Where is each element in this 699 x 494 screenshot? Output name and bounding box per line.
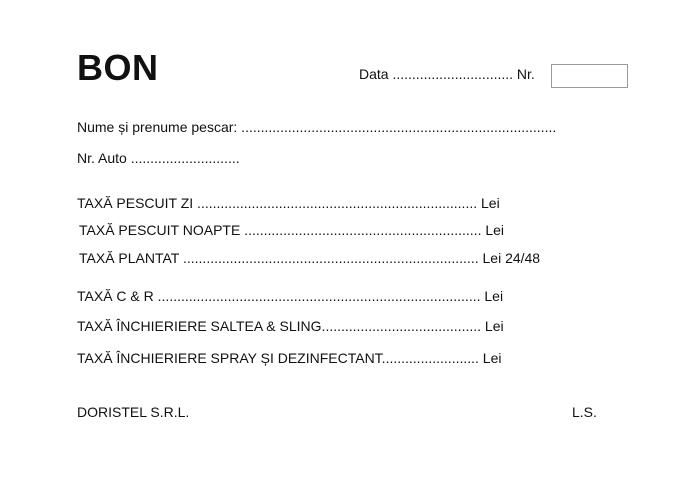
fee-mat-sling-rental: TAXĂ ÎNCHIERIERE SALTEA & SLING......................................... Lei — [77, 318, 504, 334]
seal-label: L.S. — [572, 404, 597, 420]
company-name: DORISTEL S.R.L. — [77, 404, 190, 420]
document-title: BON — [77, 47, 159, 88]
fee-planting: TAXĂ PLANTAT ............................................................................ Lei 24/48 — [79, 250, 541, 266]
nr-box[interactable] — [551, 64, 628, 88]
fee-day-fishing: TAXĂ PESCUIT ZI ........................................................................ Lei — [77, 195, 500, 211]
fee-night-fishing: TAXĂ PESCUIT NOAPTE ............................................................. Lei — [79, 222, 505, 238]
car-number-line: Nr. Auto ............................ — [77, 150, 240, 166]
fee-spray-disinfectant-rental: TAXĂ ÎNCHIERIERE SPRAY ȘI DEZINFECTANT......................... Lei — [77, 350, 502, 366]
fee-catch-release: TAXĂ C & R ................................................................................... Lei — [77, 288, 504, 304]
date-nr-label: Data ............................... Nr. — [359, 66, 535, 82]
fisher-name-line: Nume și prenume pescar: ................................................................................. — [77, 119, 557, 135]
